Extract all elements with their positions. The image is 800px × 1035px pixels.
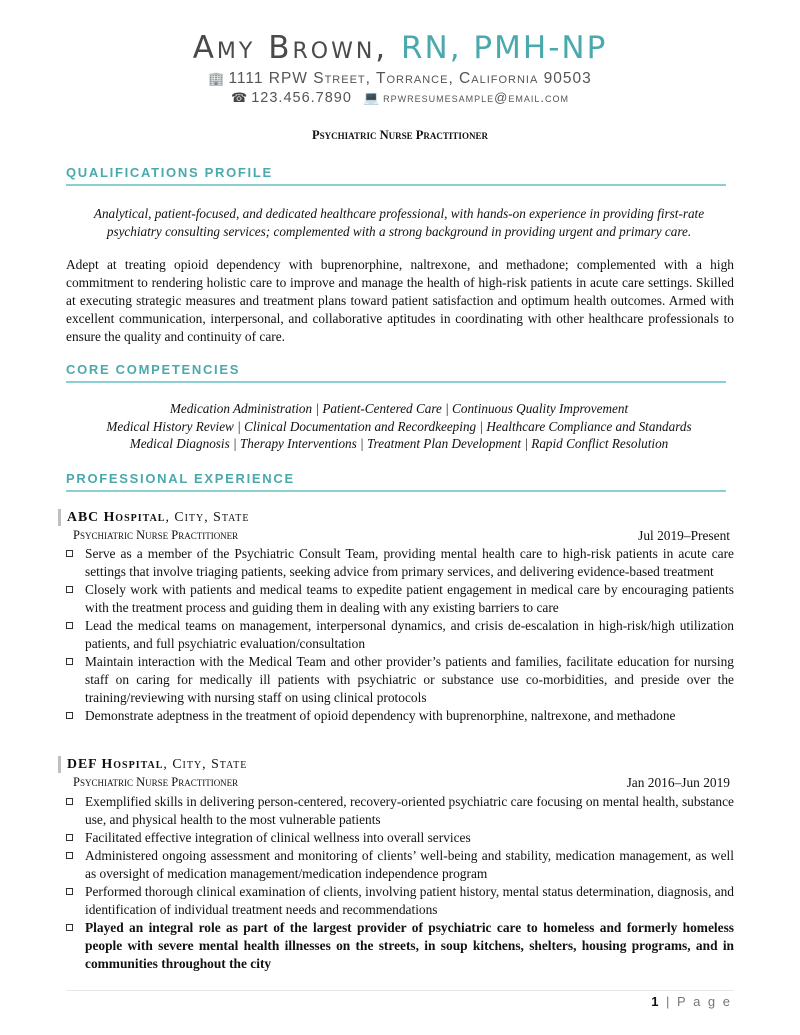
job-role-line [73,775,730,790]
list-item: Administered ongoing assessment and monitoring of clients’ well-being and stability, medication management, as well as oversight of medication management/medication independence program [66,847,734,883]
address-text: 1111 RPW Street, Torrance, California 90503 [228,70,592,87]
list-item: Serve as a member of the Psychiatric Consult Team, providing mental health care to high-risk patients in acute care settings that involve triaging patients, seeking advice from primary services, and delivering evidence-based treatment [66,545,734,581]
square-bullet-icon [66,586,73,593]
competencies-line: Medication Administration | Patient-Centered Care | Continuous Quality Improvement [169,401,629,416]
list-item: Closely work with patients and medical teams to expedite patient engagement in medical care by encouraging patients with the treatment process and guiding them in dealing with any existing barriers to care [66,581,734,617]
phone-email-line [0,90,800,106]
competencies-line: Medical Diagnosis | Therapy Interventions | Treatment Plan Development | Rapid Conflict Resolution [129,436,669,451]
job-role: Psychiatric Nurse Practitioner [73,528,239,542]
employer-name: DEF Hospital [67,756,164,771]
target-title: Psychiatric Nurse Practitioner [312,128,488,142]
competencies-heading: CORE COMPETENCIES [66,362,726,383]
address-line [0,70,800,88]
list-item: Maintain interaction with the Medical Team and other provider’s patients and families, facilitate education for nursing staff on caring for medically ill patients with psychiatric or substance use co-morbidities, and preside over the training/reviewing with nursing staff on using clinical protocols [66,653,734,707]
employer-location: , City, State [165,509,250,524]
square-bullet-icon [66,924,73,931]
list-item: Played an integral role as part of the largest provider of psychiatric care to homeless and formerly homeless people with severe mental health illnesses on the streets, in soup kitchens, shelters, housing programs, and in communities throughout the city [66,919,734,973]
square-bullet-icon [66,834,73,841]
job-employer-line [58,509,747,526]
name-text: Amy Brown, [192,30,389,66]
email-text: rpwresumesample@email.com [383,90,569,105]
qualifications-summary: Analytical, patient-focused, and dedicated healthcare professional, with hands-on experience in providing first-rate psychiatry consulting services; complemented with a strong background in providing urgent and primary care. [93,206,705,239]
competencies-list [66,400,732,453]
job-dates: Jul 2019–Present [638,528,730,543]
candidate-name [0,30,800,66]
list-item: Performed thorough clinical examination of clients, involving patient history, mental status determination, diagnosis, and identification of individual treatment needs and recommendations [66,883,734,919]
list-item: Lead the medical teams on management, interpersonal dynamics, and crisis de-escalation in high-risk/high utilization patients, and full psychiatric evaluation/consultation [66,617,734,653]
phone-icon: ☎ [231,90,249,105]
laptop-icon: 💻 [362,90,381,105]
page-number [651,994,732,1009]
experience-heading: PROFESSIONAL EXPERIENCE [66,471,726,492]
competencies-line: Medical History Review | Clinical Documentation and Recordkeeping | Healthcare Compliance and Standards [106,418,692,434]
square-bullet-icon [66,888,73,895]
employer-name: ABC Hospital [67,509,166,524]
qualifications-body: Adept at treating opioid dependency with buprenorphine, naltrexone, and methadone; complemented with a high commitment to rendering holistic care to improve and manage the health of high-risk patients in acute care settings. Skilled at executing strategic measures and treatment plans toward patient satisfaction and optimum health outcomes. Armed with excellent communication, interpersonal, and collaborative aptitudes in coordinating with other healthcare professionals to ensure the quality and continuity of care. [66,257,734,344]
employer-location: , City, State [163,756,248,771]
footer-divider [66,990,734,991]
credentials: RN, PMH-NP [401,30,608,66]
list-item: Exemplified skills in delivering person-centered, recovery-oriented psychiatric care focusing on mental health, substance use, and physical health to the most vulnerable patients [66,793,734,829]
phone-text: 123.456.7890 [251,90,352,106]
square-bullet-icon [66,550,73,557]
job-employer-line [58,756,747,773]
building-icon: 🏢 [208,71,226,86]
page-label: | P a g e [666,994,732,1009]
job-role: Psychiatric Nurse Practitioner [73,775,239,789]
qualifications-heading: QUALIFICATIONS PROFILE [66,165,726,186]
job-bullets [66,545,734,725]
square-bullet-icon [66,622,73,629]
page-number-value: 1 [651,994,661,1009]
job-dates: Jan 2016–Jun 2019 [626,775,730,790]
job-bullets [66,793,734,973]
list-item: Demonstrate adeptness in the treatment of opioid dependency with buprenorphine, naltrexone, and methadone [66,707,734,725]
list-item: Facilitated effective integration of clinical wellness into overall services [66,829,734,847]
square-bullet-icon [66,712,73,719]
square-bullet-icon [66,852,73,859]
square-bullet-icon [66,658,73,665]
square-bullet-icon [66,798,73,805]
job-role-line [73,528,730,543]
